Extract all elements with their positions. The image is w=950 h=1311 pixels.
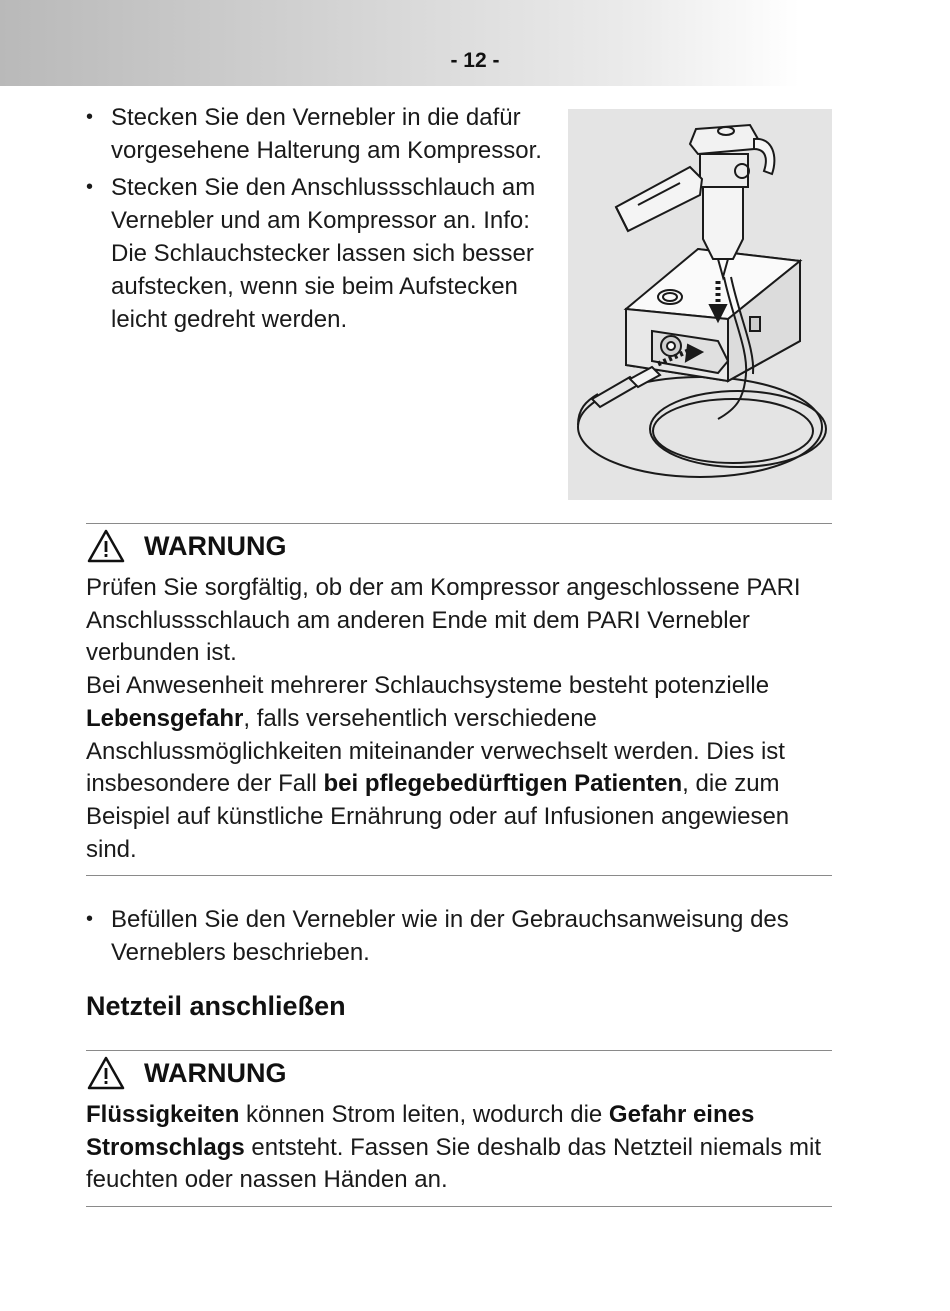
warning-triangle-icon: [86, 1055, 126, 1091]
warning-divider-bottom: [86, 1206, 832, 1207]
section-heading: Netzteil anschließen: [86, 991, 346, 1021]
nebulizer-compressor-illustration: [568, 109, 832, 500]
warning-title: WARNUNG: [144, 1057, 287, 1088]
text-run: entsteht. Fassen Sie deshalb das Netzteil niemals mit feuchten oder nassen Händen an.: [86, 1133, 821, 1194]
page-number: - 12 -: [450, 49, 500, 72]
warning-text: [86, 572, 836, 866]
warning-divider-bottom: [86, 875, 832, 876]
text-run: , die zum Beispiel auf künstliche Ernährung oder auf Infusionen angewiesen sind.: [86, 770, 790, 863]
emphasis-text: Lebensgefahr: [86, 704, 244, 732]
warning-paragraph: [86, 670, 836, 866]
emphasis-text: bei pflegebedürftigen Patienten: [323, 770, 683, 798]
list-item: • Stecken Sie den Anschlussschlauch am Vernebler und am Kompressor an. Info: Die Schlauchstecker lassen sich besser aufstecken, wenn sie beim Aufstecken leicht gedreht werden.: [86, 171, 556, 336]
emphasis-text: Gefahr eines Stromschlags: [86, 1101, 755, 1161]
text-run: Bei Anwesenheit mehrerer Schlauchsysteme besteht potenzielle: [86, 672, 770, 700]
text-run: , falls versehentlich verschiedene Anschlussmöglichkeiten miteinander verwechselt werden. Dies ist insbesondere der Fall: [86, 704, 785, 798]
list-item: • Befüllen Sie den Vernebler wie in der Gebrauchsanweisung des Verneblers beschrieben.: [86, 903, 832, 969]
warning-divider-top: [86, 1050, 832, 1051]
warning-header: [86, 1055, 287, 1091]
emphasis-text: Flüssigkeiten: [86, 1101, 240, 1128]
warning-triangle-icon: [86, 528, 126, 564]
warning-text: [86, 1099, 836, 1197]
header-band: [0, 0, 800, 86]
warning-title: WARNUNG: [144, 530, 287, 561]
warning-header: [86, 528, 287, 564]
instruction-list-top: [86, 101, 556, 340]
warning-paragraph: Prüfen Sie sorgfältig, ob der am Kompressor angeschlossene PARI Anschlussschlauch am anderen Ende mit dem PARI Vernebler verbunden ist.: [86, 574, 801, 667]
warning-divider-top: [86, 523, 832, 524]
warning-paragraph: [86, 1099, 836, 1197]
instruction-list-mid: [86, 903, 832, 973]
text-run: können Strom leiten, wodurch die: [239, 1101, 609, 1128]
list-item: • Stecken Sie den Vernebler in die dafür vorgesehene Halterung am Kompressor.: [86, 101, 556, 167]
